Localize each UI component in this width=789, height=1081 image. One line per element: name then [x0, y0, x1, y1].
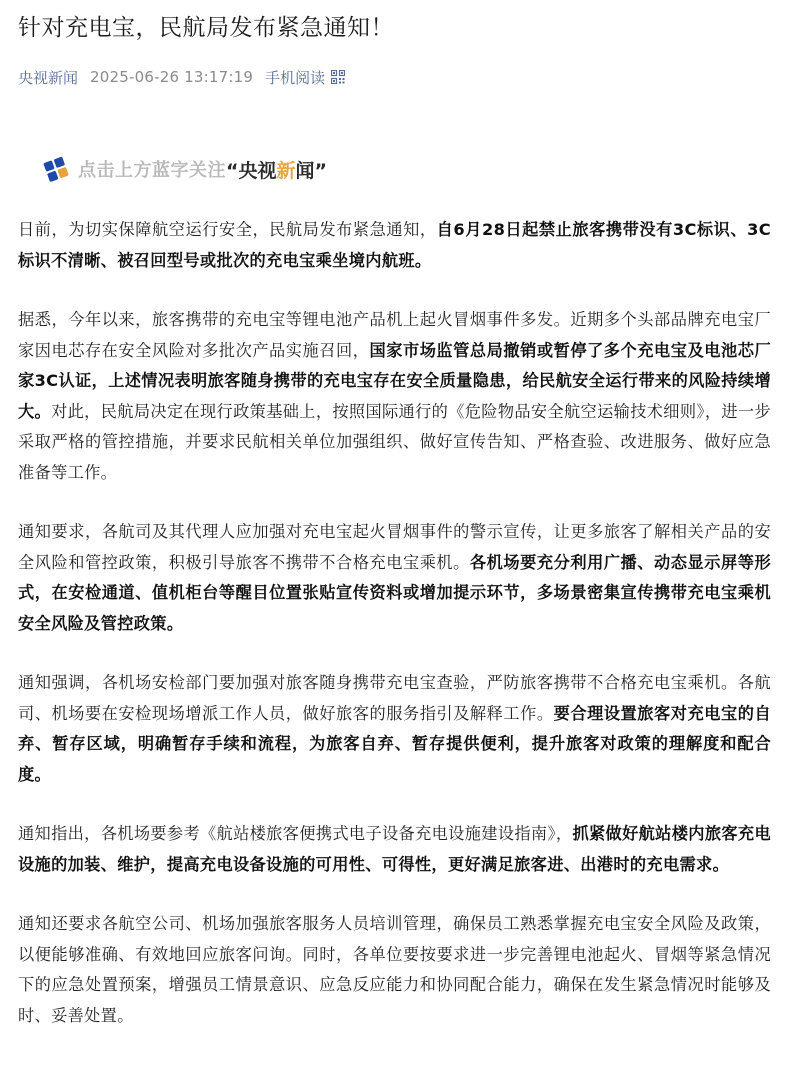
brand-name-open: “央视 [226, 159, 277, 182]
article-title: 针对充电宝，民航局发布紧急通知！ [18, 15, 394, 41]
body-text: 通知指出，各机场要参考《航站楼旅客便携式电子设备充电设施建设指南》， [18, 824, 573, 843]
bold-text: 自6月28日起禁止旅客携带没有3C标识、3C标识不清晰、被召回型号或批次的充电宝乘坐境内航班。 [18, 220, 771, 270]
article-paragraph [18, 819, 771, 880]
article-paragraph [18, 305, 771, 488]
mobile-read-link[interactable]: 手机阅读 [265, 68, 326, 87]
body-text: 日前，为切实保障航空运行安全，民航局发布紧急通知， [18, 220, 437, 239]
follow-banner [18, 149, 771, 189]
body-text: 通知还要求各航空公司、机场加强旅客服务人员培训管理，确保员工熟悉掌握充电宝安全风险及政策，以便能够准确、有效地回应旅客问询。同时，各单位要按要求进一步完善锂电池起火、冒烟等紧急情况下的应急处置预案，增强员工情景意识、应急反应能力和协同配合能力，确保在发生紧急情况时能够及时、妥善处置。 [18, 914, 771, 1025]
publish-time: 2025-06-26 13:17:19 [90, 68, 254, 86]
article-paragraph [18, 215, 771, 276]
bold-text: 要合理设置旅客对充电宝的自弃、暂存区域，明确暂存手续和流程，为旅客自弃、暂存提供便利，提升旅客对政策的理解度和配合度。 [18, 703, 771, 784]
bold-text: 抓紧做好航站楼内旅客充电设施的加装、维护，提高充电设备设施的可用性、可得性，更好满足旅客进、出港时的充电需求。 [18, 824, 771, 874]
body-text: 对此，民航局决定在现行政策基础上，按照国际通行的《危险物品安全航空运输技术细则》，进一步采取严格的管控措施，并要求民航相关单位加强组织、做好宣传告知、严格查验、改进服务、做好应急准备等工作。 [18, 401, 771, 482]
qr-code-icon[interactable] [331, 70, 345, 84]
source-account-link[interactable]: 央视新闻 [18, 68, 79, 87]
brand-name [226, 156, 327, 183]
bold-text: 各机场要充分利用广播、动态显示屏等形式，在安检通道、值机柜台等醒目位置张贴宣传资料或增加提示环节，多场景密集宣传携带充电宝乘机安全风险及管控政策。 [18, 552, 771, 633]
brand-name-highlight: 新 [276, 159, 296, 182]
article-paragraph [18, 517, 771, 639]
article-body [18, 215, 771, 1031]
body-text: 通知要求，各航司及其代理人应加强对充电宝起火冒烟事件的警示宣传，让更多旅客了解相关产品的安全风险和管控政策，积极引导旅客不携带不合格充电宝乘机。 [18, 522, 771, 572]
brand-name-close: 闻” [295, 159, 328, 182]
body-text: 通知强调，各机场安检部门要加强对旅客随身携带充电宝查验，严防旅客携带不合格充电宝乘机。各航司、机场要在安检现场增派工作人员，做好旅客的服务指引及解释工作。 [18, 673, 771, 723]
article-meta [18, 65, 771, 89]
body-text: 据悉，今年以来，旅客携带的充电宝等锂电池产品机上起火冒烟事件多发。近期多个头部品牌充电宝厂家因电芯存在安全风险对多批次产品实施召回， [18, 310, 771, 360]
bold-text: 国家市场监管总局撤销或暂停了多个充电宝及电池芯厂家3C认证，上述情况表明旅客随身携带的充电宝存在安全质量隐患，给民航安全运行带来的风险持续增大。 [18, 340, 771, 421]
article-paragraph [18, 909, 771, 1031]
follow-text: 点击上方蓝字关注 [78, 160, 226, 181]
article-paragraph [18, 668, 771, 790]
cctv-logo-icon [42, 154, 72, 184]
